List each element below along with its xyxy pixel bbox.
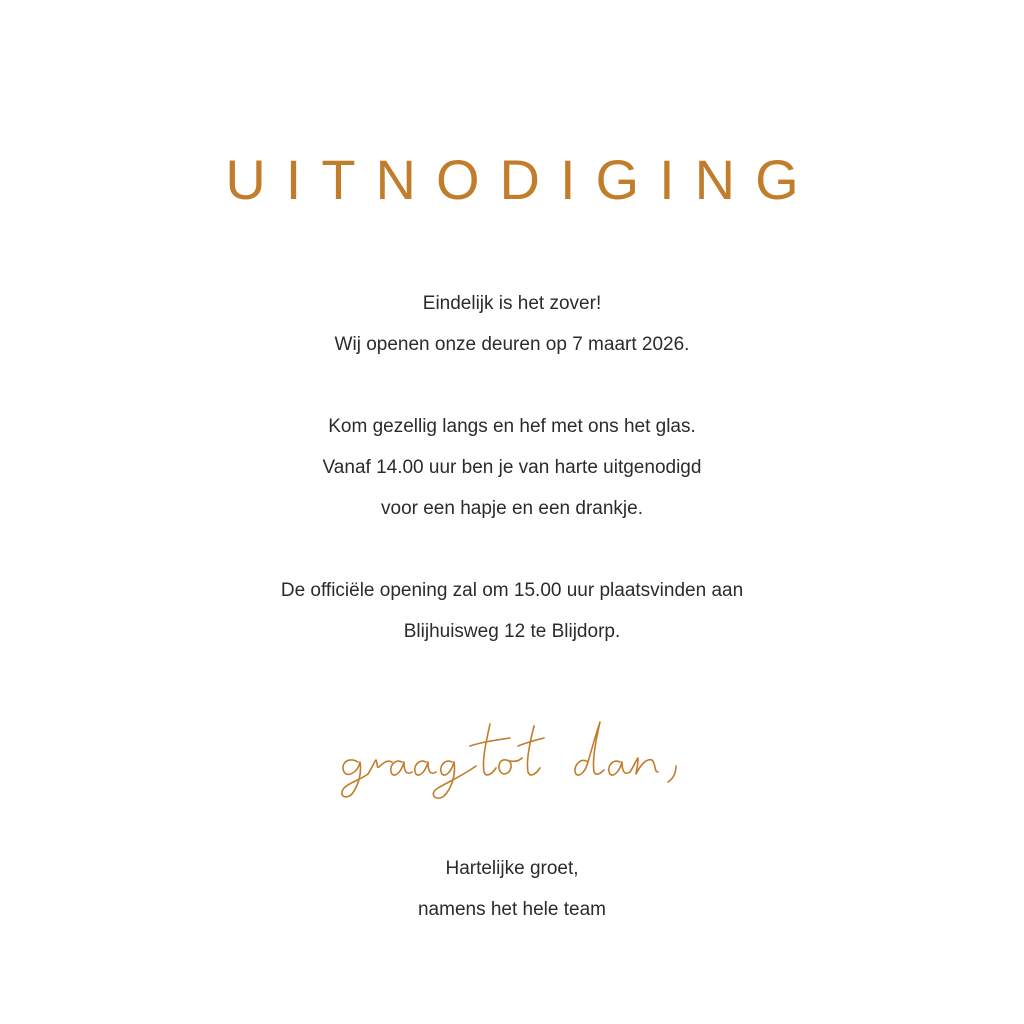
closing-line-2: namens het hele team — [417, 899, 606, 920]
invite-line-3: voor een hapje en een drankje. — [381, 498, 643, 519]
invitation-title: UITNODIGING — [225, 148, 819, 211]
opening-line-1: De officiële opening zal om 15.00 uur plaatsvinden aan — [280, 580, 744, 601]
handwritten-script-graphic — [330, 712, 690, 812]
opening-paragraph — [0, 570, 1024, 652]
closing-line-1: Hartelijke groet, — [445, 858, 579, 879]
invite-line-1: Kom gezellig langs en hef met ons het glas. — [328, 416, 696, 437]
invite-paragraph — [0, 406, 1024, 529]
invite-line-2: Vanaf 14.00 uur ben je van harte uitgenodigd — [322, 457, 702, 478]
intro-line-2: Wij openen onze deuren op 7 maart 2026. — [334, 334, 690, 355]
intro-line-1: Eindelijk is het zover! — [422, 293, 602, 314]
opening-line-2: Blijhuisweg 12 te Blijdorp. — [403, 621, 621, 642]
intro-paragraph — [0, 283, 1024, 365]
script-phrase-graphic — [330, 712, 690, 812]
closing-paragraph — [0, 848, 1024, 930]
